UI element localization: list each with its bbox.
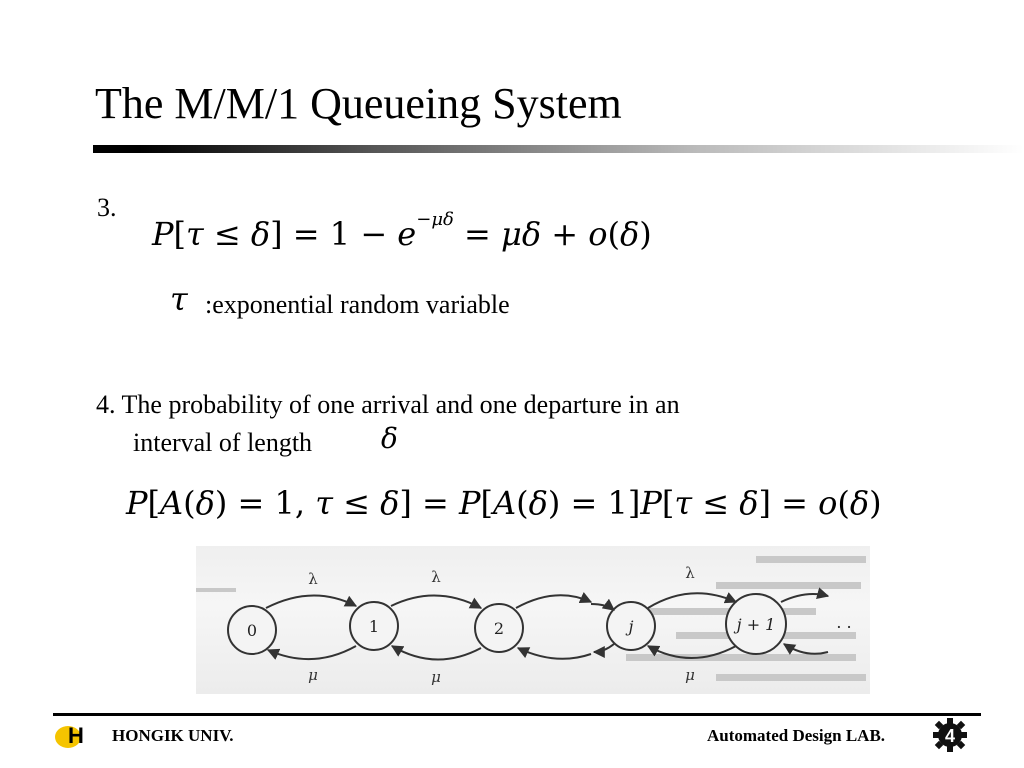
arrival-arc-j1-out bbox=[781, 594, 828, 602]
ellipsis-label: . . bbox=[836, 613, 852, 632]
tau-symbol: τ bbox=[170, 280, 188, 318]
item-4-line-2: interval of length bbox=[133, 428, 313, 457]
state-j1-label: j + 1 bbox=[736, 615, 776, 634]
lambda-label-1: λ bbox=[308, 570, 318, 588]
arrival-arc-in-j bbox=[591, 604, 614, 610]
mu-label-3: μ bbox=[685, 666, 695, 684]
slide-title: The M/M/1 Queueing System bbox=[95, 79, 622, 128]
arrival-arc-1-2 bbox=[391, 595, 481, 608]
gear-logo-icon bbox=[930, 716, 970, 754]
diagram-svg bbox=[196, 546, 870, 694]
hongik-logo-icon bbox=[54, 720, 94, 750]
service-arc-j-out bbox=[594, 644, 614, 652]
arrival-arc-0-1 bbox=[266, 595, 356, 608]
lambda-label-3: λ bbox=[685, 564, 695, 582]
item-3-number: 3. bbox=[97, 193, 117, 222]
service-arc-in-j1 bbox=[784, 644, 828, 654]
equation-item-4: P[A(δ) = 1, τ ≤ δ] = P[A(δ) = 1]P[τ ≤ δ] = o(δ) bbox=[126, 484, 882, 522]
item-4-line-1: 4. The probability of one arrival and one departure in an bbox=[96, 390, 680, 419]
state-0-label: 0 bbox=[246, 621, 258, 640]
logo-h-letter: H bbox=[68, 723, 84, 748]
state-2-label: 2 bbox=[493, 619, 505, 638]
gear-logo-number: 4 bbox=[944, 726, 956, 746]
footer-lab: Automated Design LAB. bbox=[707, 726, 886, 745]
state-transition-diagram bbox=[196, 546, 870, 694]
arrival-arc-j-j1 bbox=[648, 593, 736, 608]
mu-label-2: μ bbox=[431, 668, 441, 686]
tau-description: :exponential random variable bbox=[205, 290, 510, 319]
footer-divider bbox=[53, 713, 981, 716]
arrival-arc-2-out bbox=[516, 595, 591, 608]
state-1-label: 1 bbox=[368, 617, 380, 636]
footer-university: HONGIK UNIV. bbox=[112, 726, 234, 745]
title-underline bbox=[93, 145, 1024, 153]
mu-label-1: μ bbox=[308, 666, 318, 684]
equation-item-3: $P[\tau \le \delta] = 1 - e^{-\mu\delta} = \mu\delta + o(\delta)$ bbox=[152, 209, 652, 253]
delta-symbol: δ bbox=[381, 422, 398, 455]
service-arc-2-1 bbox=[392, 646, 481, 660]
service-arc-1-0 bbox=[268, 646, 356, 659]
state-j-label: j bbox=[628, 617, 634, 636]
lambda-label-2: λ bbox=[431, 568, 441, 586]
service-arc-in-2 bbox=[518, 648, 591, 659]
